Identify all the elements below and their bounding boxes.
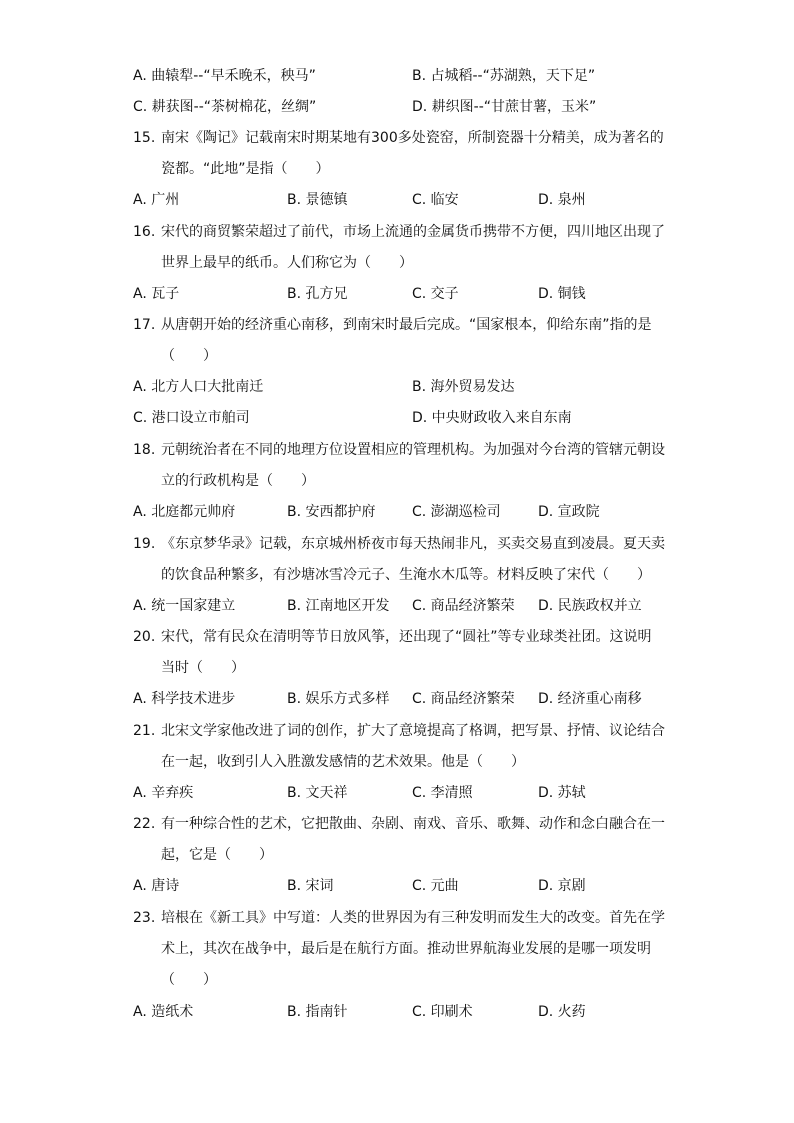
q17-stem-line-1: 从唐朝开始的经济重心南移，到南宋时最后完成。“国家根本，仰给东南”指的是 (161, 317, 652, 333)
q23-number: 23. (133, 910, 156, 926)
q23-stem-line-3: （ ） (161, 972, 217, 988)
q16-number: 16. (133, 224, 156, 240)
q16-option-a: A. 瓦子 (133, 286, 180, 302)
q22-option-b: B. 宋词 (287, 878, 334, 894)
q23-option-b: B. 指南针 (287, 1004, 348, 1020)
q19-number: 19. (133, 536, 156, 552)
q15-option-a: A. 广州 (133, 192, 180, 208)
q20-stem-line-1: 宋代，常有民众在清明等节日放风筝，还出现了“圆社”等专业球类社团。这说明 (161, 629, 652, 645)
q15-number: 15. (133, 130, 156, 146)
q23-option-a: A. 造纸术 (133, 1004, 194, 1020)
q17-stem-line-2: （ ） (161, 348, 217, 364)
q18-stem-line-2: 立的行政机构是（ ） (161, 473, 315, 489)
q21-number: 21. (133, 723, 156, 739)
q18-option-b: B. 安西都护府 (287, 504, 376, 520)
q20-number: 20. (133, 629, 156, 645)
q18-stem-line-1: 元朝统治者在不同的地理方位设置相应的管理机构。为加强对今台湾的管辖元朝设 (161, 442, 665, 458)
q18-number: 18. (133, 442, 156, 458)
q14-option-a: A. 曲辕犁--“早禾晚禾，秧马” (133, 68, 316, 84)
q23-stem-line-2: 术上，其次在战争中，最后是在航行方面。推动世界航海业发展的是哪一项发明 (161, 941, 651, 957)
q22-option-c: C. 元曲 (412, 878, 459, 894)
q15-option-b: B. 景德镇 (287, 192, 348, 208)
q21-option-d: D. 苏轼 (538, 785, 586, 801)
q22-option-d: D. 京剧 (538, 878, 586, 894)
q19-option-a: A. 统一国家建立 (133, 598, 236, 614)
q19-option-c: C. 商品经济繁荣 (412, 598, 515, 614)
q19-stem-line-2: 的饮食品种繁多，有沙塘冰雪冷元子、生淹水木瓜等。材料反映了宋代（ ） (161, 567, 651, 583)
q18-option-c: C. 澎湖巡检司 (412, 504, 501, 520)
q15-option-c: C. 临安 (412, 192, 459, 208)
q16-stem-line-2: 世界上最早的纸币。人们称它为（ ） (161, 255, 413, 271)
q16-option-d: D. 铜钱 (538, 286, 586, 302)
q21-option-b: B. 文天祥 (287, 785, 348, 801)
q22-stem-line-1: 有一种综合性的艺术，它把散曲、杂剧、南戏、音乐、歌舞、动作和念白融合在一 (161, 816, 665, 832)
q17-number: 17. (133, 317, 156, 333)
q15-stem-line-1: 南宋《陶记》记载南宋时期某地有300多处瓷窑，所制瓷器十分精美，成为著名的 (161, 130, 664, 146)
q16-stem-line-1: 宋代的商贸繁荣超过了前代，市场上流通的金属货币携带不方便，四川地区出现了 (161, 224, 665, 240)
q15-stem-line-2: 瓷都。“此地”是指（ ） (161, 161, 330, 177)
q19-option-b: B. 江南地区开发 (287, 598, 390, 614)
q14-option-b: B. 占城稻--“苏湖熟，天下足” (412, 68, 596, 84)
q21-stem-line-2: 在一起，收到引人入胜激发感情的艺术效果。他是（ ） (161, 754, 525, 770)
q22-stem-line-2: 起，它是（ ） (161, 847, 273, 863)
q19-option-d: D. 民族政权并立 (538, 598, 642, 614)
q17-option-d: D. 中央财政收入来自东南 (412, 410, 572, 426)
q18-option-a: A. 北庭都元帅府 (133, 504, 236, 520)
q14-option-c: C. 耕获图--“茶树棉花，丝绸” (133, 99, 317, 115)
q22-number: 22. (133, 816, 156, 832)
q17-option-b: B. 海外贸易发达 (412, 379, 515, 395)
q17-option-c: C. 港口设立市舶司 (133, 410, 250, 426)
q18-option-d: D. 宣政院 (538, 504, 600, 520)
q20-option-d: D. 经济重心南移 (538, 691, 642, 707)
q20-option-c: C. 商品经济繁荣 (412, 691, 515, 707)
q23-option-d: D. 火药 (538, 1004, 586, 1020)
q20-option-a: A. 科学技术进步 (133, 691, 236, 707)
q16-option-c: C. 交子 (412, 286, 459, 302)
q14-option-d: D. 耕织图--“甘蔗甘薯，玉米” (412, 99, 597, 115)
q16-option-b: B. 孔方兄 (287, 286, 348, 302)
q15-option-d: D. 泉州 (538, 192, 586, 208)
q17-option-a: A. 北方人口大批南迁 (133, 379, 264, 395)
q23-option-c: C. 印刷术 (412, 1004, 473, 1020)
q21-stem-line-1: 北宋文学家他改进了词的创作，扩大了意境提高了格调，把写景、抒情、议论结合 (161, 723, 665, 739)
q22-option-a: A. 唐诗 (133, 878, 180, 894)
q20-stem-line-2: 当时（ ） (161, 660, 245, 676)
q20-option-b: B. 娱乐方式多样 (287, 691, 390, 707)
q21-option-c: C. 李清照 (412, 785, 473, 801)
q19-stem-line-1: 《东京梦华录》记载，东京城州桥夜市每天热闹非凡，买卖交易直到凌晨。夏天卖 (161, 536, 665, 552)
q23-stem-line-1: 培根在《新工具》中写道：人类的世界因为有三种发明而发生大的改变。首先在学 (161, 910, 665, 926)
q21-option-a: A. 辛弃疾 (133, 785, 194, 801)
